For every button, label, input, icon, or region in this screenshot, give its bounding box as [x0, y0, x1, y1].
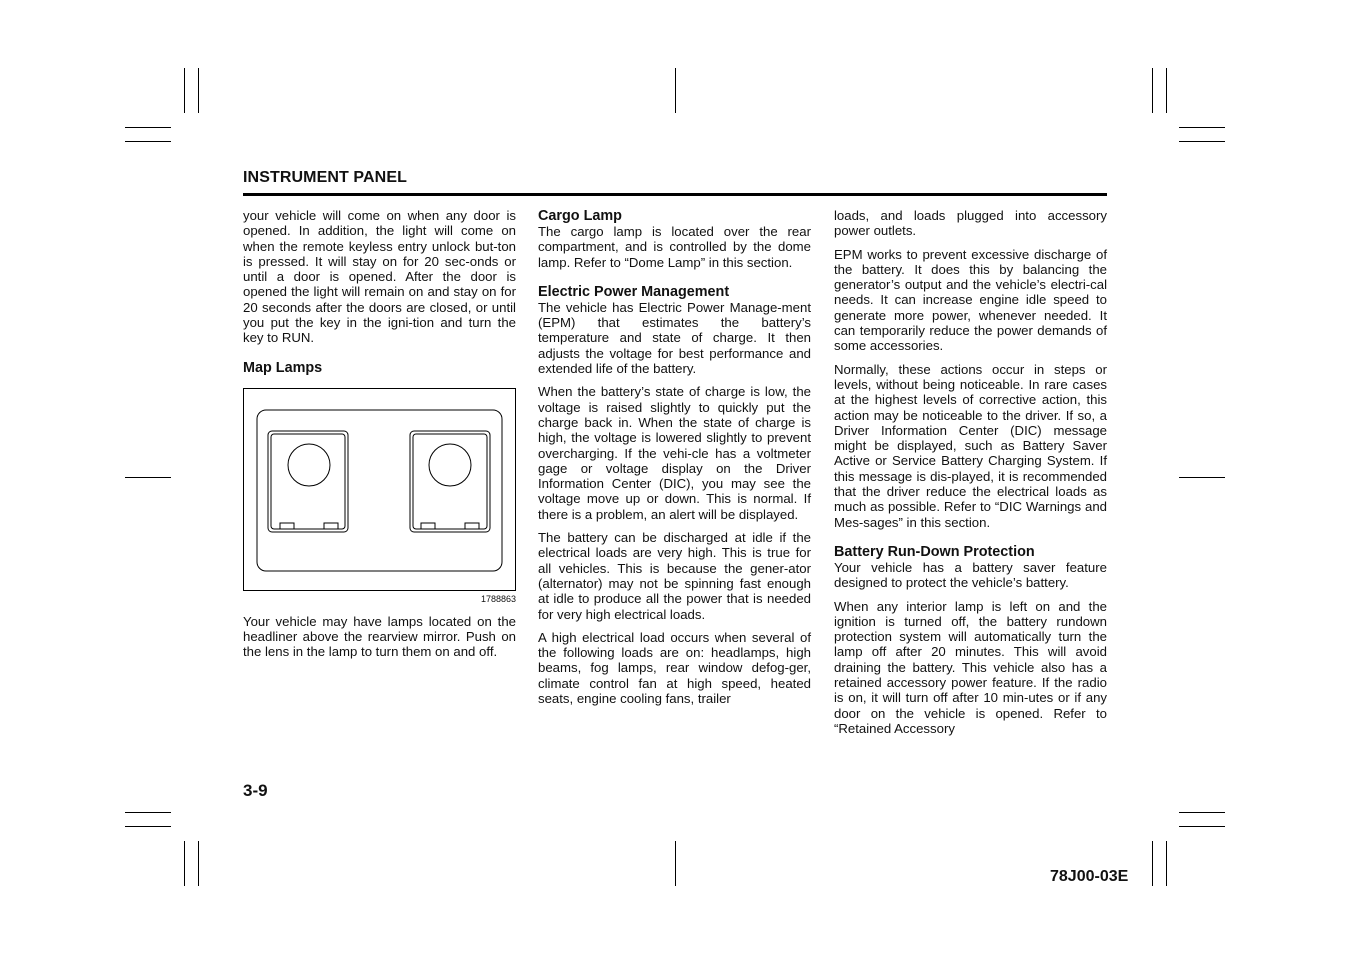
epm-heading: Electric Power Management [538, 283, 730, 300]
figure-code: 1788863 [480, 593, 516, 604]
page-number: 3-9 [243, 781, 268, 800]
rundown-paragraph-1: Your vehicle has a battery saver feature designed to protect the vehicle’s battery. [834, 559, 1107, 591]
epm-paragraph-3: The battery can be discharged at idle if the electrical loads are very high. This is true for all vehicles. This is because the gener-ator (alternator) may not be spinning fast enough at idle to produce all the power that is needed for very high electrical loads. [538, 530, 811, 622]
rundown-paragraph-2: When any interior lamp is left on and the ignition is turned off, the battery rundown protection system will automatically turn the lamp off after 20 minutes. This will avoid draining the battery. This vehicle also has a retained accessory power feature. If the radio is on, it will turn off after 10 min-utes or if any door on the vehicle is opened. Refer to “Retained Accessory [834, 598, 1107, 736]
header-rule [243, 193, 1107, 196]
intro-paragraph: your vehicle will come on when any door is opened. In addition, the light will come on when the remote keyless entry unlock but-ton is pressed. It will stay on for 20 sec-onds or until a door is opened. After the door is opened the light will remain on and stay on for 20 seconds after the doors are closed, or until you put the key in the igni-tion and turn the key to RUN. [243, 208, 516, 346]
map-lamps-figure [243, 388, 516, 591]
column-2 [538, 208, 811, 714]
cargo-lamp-heading: Cargo Lamp [538, 208, 622, 224]
section-title: INSTRUMENT PANEL [243, 169, 407, 186]
epm-paragraph-5: EPM works to prevent excessive discharge of the battery. It does this by balancing the generator’s output and the vehicle’s electri-cal needs. It can increase engine idle speed to generate more power, whenever needed. It can temporarily reduce the power demands of some accessories. [834, 246, 1107, 354]
continued-paragraph: loads, and loads plugged into accessory power outlets. [834, 208, 1107, 239]
cargo-lamp-paragraph: The cargo lamp is located over the rear compartment, and is controlled by the dome lamp. Refer to “Dome Lamp” in this section. [538, 224, 811, 270]
column-3 [834, 208, 1107, 744]
document-code: 78J00-03E [1050, 868, 1129, 885]
column-1 [243, 208, 516, 668]
epm-paragraph-4: A high electrical load occurs when several of the following loads are on: headlamps, high beams, fog lamps, rear window defog-ger, climate control fan at high speed, heated seats, engine cooling fans, trailer [538, 629, 811, 707]
epm-paragraph-2: When the battery’s state of charge is low, the voltage is raised slightly to quickly put the charge back in. When the state of charge is high, the voltage is lowered slightly to prevent overcharging. If the vehi-cle has a voltmeter gage or voltage display on the Driver Information Center (DIC), you may see the voltage move up or down. This is normal. If there is a problem, an alert will be displayed. [538, 384, 811, 522]
epm-paragraph-1: The vehicle has Electric Power Manage-ment (EPM) that estimates the battery’s temperature and state of charge. It then adjusts the voltage for best performance and extended life of the battery. [538, 299, 811, 377]
battery-rundown-heading: Battery Run-Down Protection [834, 543, 1035, 560]
map-lamps-paragraph: Your vehicle may have lamps located on the headliner above the rearview mirror. Push on the lens in the lamp to turn them on and off. [243, 613, 516, 660]
epm-paragraph-6: Normally, these actions occur in steps or levels, without being noticeable. In rare cases at the highest levels of corrective action, this action may be noticeable to the driver. If so, a Driver Information Center (DIC) message might be displayed, such as Battery Saver Active or Service Battery Charging System. If this message is dis-played, it is recommended that the driver reduce the electrical loads as much as possible. Refer to “DIC Warnings and Mes-sages” in this section. [834, 361, 1107, 530]
map-lamps-illustration [244, 389, 515, 590]
map-lamps-heading: Map Lamps [243, 359, 323, 376]
